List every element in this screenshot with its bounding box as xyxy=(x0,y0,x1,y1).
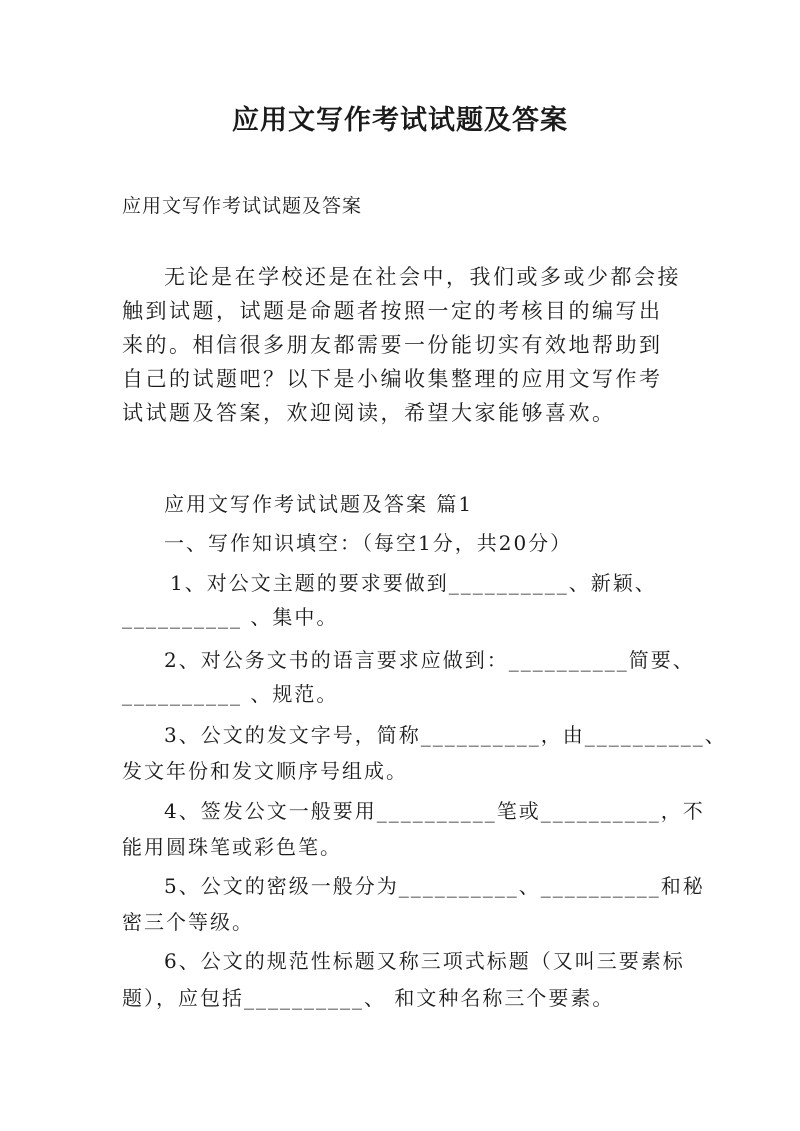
question-5-line-1: 5、公文的密级一般分为__________、__________和秘 xyxy=(164,874,705,898)
question-6-line-1: 6、公文的规范性标题又称三项式标题（又叫三要素标 xyxy=(164,949,685,973)
question-4-line-1: 4、签发公文一般要用__________笔或__________，不 xyxy=(164,799,705,823)
question-4-line-2: 能用圆珠笔或彩色笔。 xyxy=(122,835,342,859)
question-2-line-2: __________ 、规范。 xyxy=(122,682,339,706)
document-title: 应用文写作考试试题及答案 xyxy=(232,105,568,136)
document-subtitle: 应用文写作考试试题及答案 xyxy=(122,195,363,217)
question-1-line-1: 1、对公文主题的要求要做到__________、新颖、 xyxy=(170,571,657,595)
intro-paragraph: 无论是在学校还是在社会中，我们或多或少都会接触到试题，试题是命题者按照一定的考核目的编写出来的。相信很多朋友都需要一份能切实有效地帮助到自己的试题吧？以下是小编收集整理的应用文写作考试试题及答案，欢迎阅读，希望大家能够喜欢。 xyxy=(122,265,681,425)
question-2-line-1: 2、对公务文书的语言要求应做到：__________简要、 xyxy=(164,648,695,672)
question-5-line-2: 密三个等级。 xyxy=(122,910,254,934)
question-3-line-2: 发文年份和发文顺序号组成。 xyxy=(122,759,408,783)
part-heading: 一、写作知识填空：（每空1分，共20分） xyxy=(164,531,573,555)
section-heading: 应用文写作考试试题及答案 篇1 xyxy=(164,492,474,516)
question-3-line-1: 3、公文的发文字号，简称__________，由__________、 xyxy=(164,723,727,747)
question-1-line-2: __________ 、集中。 xyxy=(122,605,339,629)
question-6-line-2: 题），应包括__________、 和文种名称三个要素。 xyxy=(122,986,615,1010)
